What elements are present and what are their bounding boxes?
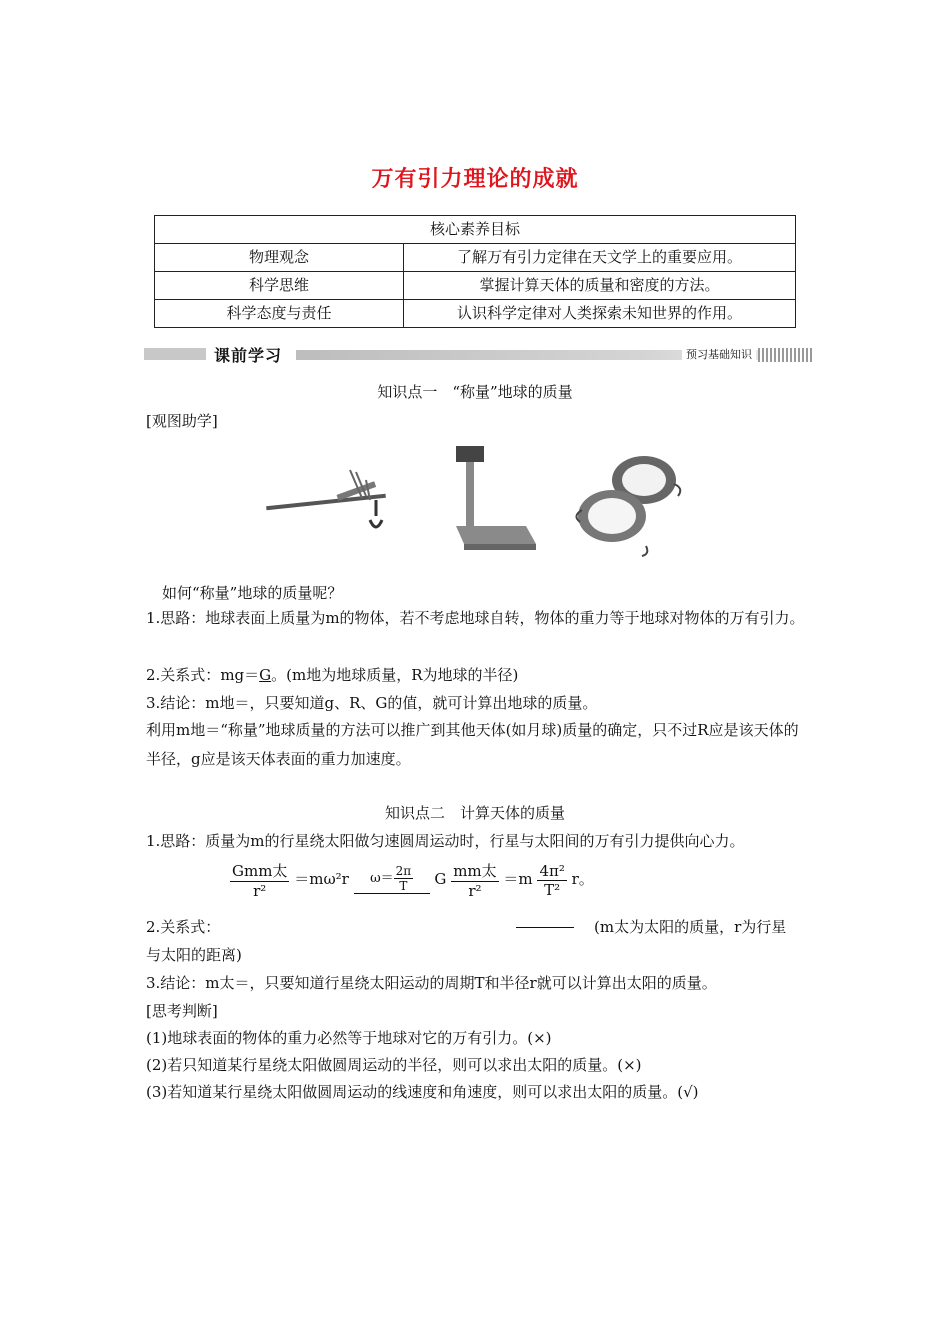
kp1-p2-blank: G xyxy=(259,666,272,684)
lhs-fraction: $\frac{\text{Gmm太}}{\text{r²}}$ xyxy=(232,862,288,900)
relation-formula xyxy=(230,860,650,920)
kp1-heading: 知识点一 “称量”地球的质量 xyxy=(377,383,573,401)
kp1-p2-eq: mg＝ xyxy=(220,666,260,684)
banner-left-bar xyxy=(144,348,206,360)
kp1-p3: 3.结论：m地＝，只要知道g、R、G的值，就可计算出地球的质量。 xyxy=(146,694,598,712)
banner-label: 课前学习 xyxy=(214,346,283,365)
scales-illustration xyxy=(266,440,706,560)
goal-key: 科学思维 xyxy=(155,272,404,300)
goal-value: 认识科学定律对人类探索未知世界的作用。 xyxy=(404,300,796,328)
kp2-p2-note: (m太为太阳的质量，r为行星 xyxy=(594,918,787,936)
section-banner xyxy=(144,344,814,365)
kp2-p3: 3.结论：m太＝，只要知道行星绕太阳运动的周期T和半径r就可以计算出太阳的质量。 xyxy=(146,974,717,992)
goals-table xyxy=(154,215,796,328)
think-item: (3)若知道某行星绕太阳做圆周运动的线速度和角速度，则可以求出太阳的质量。(√) xyxy=(146,1083,699,1101)
kp1-p2-sep: 。( xyxy=(271,666,292,684)
kp1-p2-label: 2.关系式： xyxy=(146,666,221,684)
arrow-icon xyxy=(354,893,430,896)
think-item: (2)若只知道某行星绕太阳做圆周运动的半径，则可以求出太阳的质量。(×) xyxy=(146,1056,642,1074)
rhs-fraction: $\frac{\text{mm太}}{\text{r²}}$ xyxy=(453,862,497,900)
page-title: 万有引力理论的成就 xyxy=(371,166,579,192)
banner-hatch xyxy=(758,348,814,362)
dial-scale-image xyxy=(576,456,680,556)
kp2-p2-label: 2.关系式： xyxy=(146,918,221,936)
arrow-block: ω＝ $\frac{2\pi}{T}$ xyxy=(354,864,430,896)
rhs-tail: r。 xyxy=(571,870,594,888)
formula-g: G xyxy=(434,870,447,888)
goal-value: 了解万有引力定律在天文学上的重要应用。 xyxy=(404,244,796,272)
kp1-p2 xyxy=(146,664,518,685)
kp1-p1: 1.思路：地球表面上质量为m的物体，若不考虑地球自转，物体的重力等于地球对物体的万有引力。 xyxy=(146,609,805,627)
goal-key: 物理观念 xyxy=(155,244,404,272)
kp1-p4: 利用m地＝“称量”地球质量的方法可以推广到其他天体(如月球)质量的确定，只不过R应是该天体的半径，g应是该天体表面的重力加速度。 xyxy=(146,721,799,768)
answer-blank xyxy=(516,927,574,928)
spring-balance-image xyxy=(266,470,386,527)
goal-key: 科学态度与责任 xyxy=(155,300,404,328)
rhs2-fraction: $\frac{\text{4π²}}{\text{T²}}$ xyxy=(539,861,565,899)
banner-tag: 预习基础知识 xyxy=(682,346,756,362)
lhs-mid: ＝mω²r xyxy=(294,870,349,888)
platform-scale-image xyxy=(456,446,536,550)
goals-header: 核心素养目标 xyxy=(155,216,796,244)
kp2-p1: 1.思路：质量为m的行星绕太阳做匀速圆周运动时，行星与太阳间的万有引力提供向心力。 xyxy=(146,832,745,850)
goal-value: 掌握计算天体的质量和密度的方法。 xyxy=(404,272,796,300)
kp1-guide: [观图助学] xyxy=(146,412,218,430)
kp1-p2-mass: m地 xyxy=(291,666,322,684)
kp2-heading: 知识点二 计算天体的质量 xyxy=(384,804,565,822)
think-item: (1)地球表面的物体的重力必然等于地球对它的万有引力。(×) xyxy=(146,1029,552,1047)
rhs-mid: ＝m xyxy=(503,870,533,888)
think-label: [思考判断] xyxy=(146,1002,218,1020)
kp2-p2-tail: 与太阳的距离) xyxy=(146,946,242,964)
kp1-p2-note: 为地球质量，R为地球的半径) xyxy=(321,666,519,684)
kp1-question: 如何“称量”地球的质量呢？ xyxy=(162,584,343,602)
